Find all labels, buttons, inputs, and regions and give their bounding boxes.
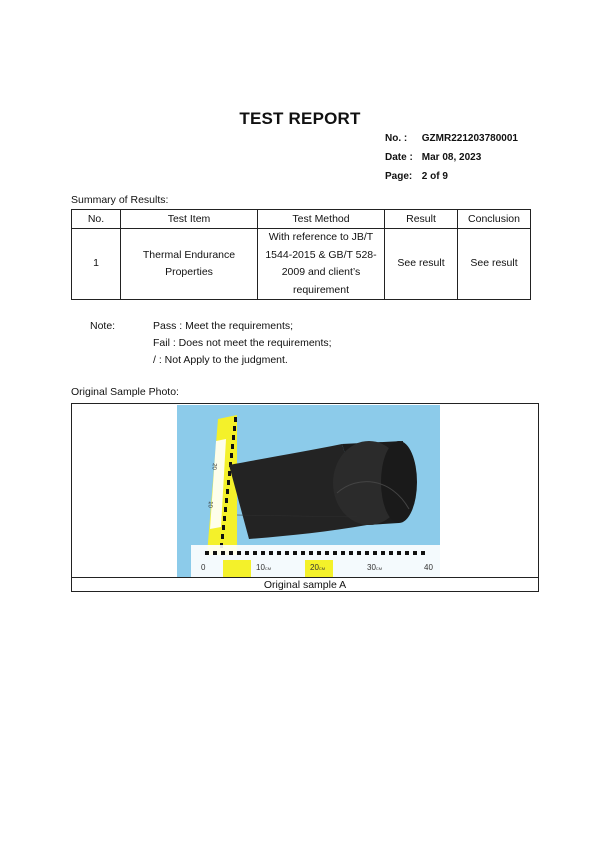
report-number-label: No. : [385,133,408,144]
horizontal-ruler [191,545,440,577]
report-title: TEST REPORT [239,109,361,128]
cell-result: See result [385,229,458,300]
report-date-value: Mar 08, 2023 [421,152,482,163]
photo-box [71,403,539,592]
note-lines [153,318,332,369]
summary-table [71,209,531,300]
ruler-label-30: 30CM [367,563,383,572]
report-number-value: GZMR221203780001 [421,133,518,144]
column-header-no: No. [72,210,121,229]
sample-photo [177,405,440,577]
ruler-label-40: 40 [424,563,433,572]
cell-conclusion: See result [458,229,531,300]
report-page-label: Page: [385,171,413,182]
photo-caption: Original sample A [263,579,347,591]
cell-test-item: Thermal Endurance Properties [121,229,258,300]
column-header-test-method: Test Method [258,210,385,229]
ruler-label-20: 20CM [310,563,326,572]
report-date-label: Date : [385,152,413,163]
ruler-label-0: 0 [201,563,206,572]
vertical-ruler-label-10: 10 [206,500,213,509]
note-line-na: / : Not Apply to the judgment. [153,354,288,366]
column-header-result: Result [385,210,458,229]
report-page-row [385,167,518,186]
column-header-conclusion: Conclusion [458,210,531,229]
cell-test-method: With reference to JB/T 1544-2015 & GB/T 528-2009 and client’s requirement [258,229,385,300]
cell-no: 1 [72,229,121,300]
note-label: Note: [90,320,116,332]
summary-header-row [72,210,531,229]
report-page-value: 2 of 9 [421,171,448,182]
report-date-row [385,148,518,167]
note-line-pass: Pass : Meet the requirements; [153,320,294,332]
column-header-test-item: Test Item [121,210,258,229]
ruler-label-10: 10CM [256,563,272,572]
photo-section-label: Original Sample Photo: [71,386,179,398]
note-line-fail: Fail : Does not meet the requirements; [153,337,332,349]
report-meta [385,129,518,186]
vertical-ruler-label-20: 20 [210,462,217,471]
report-number-row [385,129,518,148]
table-row [72,229,531,300]
summary-label: Summary of Results: [71,194,169,206]
